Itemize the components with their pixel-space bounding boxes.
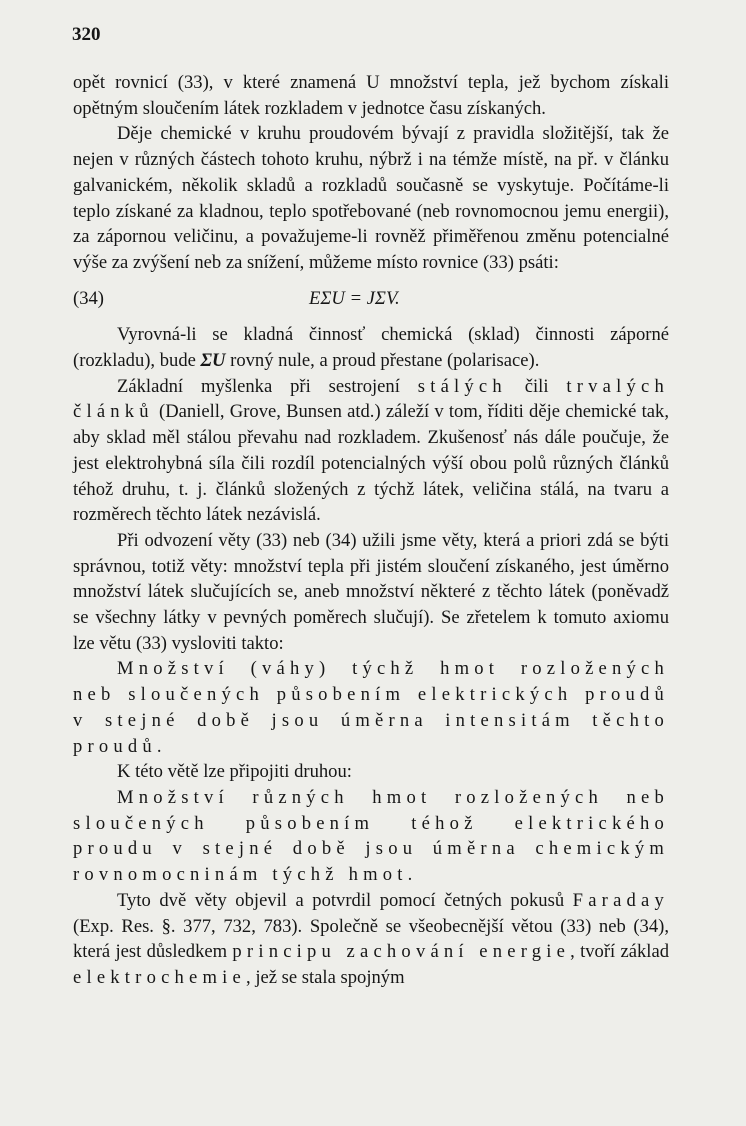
equation-number: (34)	[73, 287, 104, 309]
p9-text-g: , jež se stala spojným	[246, 966, 405, 988]
equation-expression: EΣU = JΣV.	[309, 287, 400, 309]
p9-principle: principu zachování energie	[232, 941, 571, 963]
p3-text-c: rovný nule, a proud přestane (polarisace).	[225, 350, 540, 372]
p4-spaced-trvalych: trvalých článků	[73, 375, 669, 423]
p3-symbol: ΣU	[200, 350, 226, 372]
p9-text-a: Tyto dvě věty objevil a potvrdil pomocí četných pokusů	[117, 889, 573, 911]
p4-text-c: čili	[506, 375, 567, 397]
p4-text-e: (Daniell, Grove, Bunsen atd.) záleží v tom, říditi děje chemické tak, aby sklad měl stálou převahu nad rozkladem. Zkušenosť nás dále poučuje, že jest elektrohybná síla čili rozdíl potencialných výší obou polů různých článků téhož druhu, t. j. článků složených z týchž látek, veličina stálá, na tvaru a rozměrech těchto látek nezávislá.	[73, 401, 669, 526]
p3-text-a: Vyrovná-li se kladná činnosť chemická (sklad) činnosti záporné (rozkladu), bude	[73, 324, 669, 372]
equation-34	[73, 286, 669, 312]
p4-text-a: Základní myšlenka při sestrojení	[117, 375, 418, 397]
paragraph-3	[73, 322, 669, 373]
paragraph-7: K této větě lze připojiti druhou:	[117, 761, 352, 783]
page-number: 320	[72, 24, 101, 45]
paragraph-4	[73, 374, 669, 528]
p9-elektrochemie: elektrochemie	[73, 966, 247, 988]
paragraph-8-law-2: Množství různých hmot rozložených neb sloučených působením téhož elektrického proudu v stejné době jsou úměrna chemickým rovnomocninám týchž hmot.	[73, 786, 669, 886]
paragraph-2: Děje chemické v kruhu proudovém bývají z pravidla složitější, tak že nejen v různých částech tohoto kruhu, nýbrž i na témže místě, na př. v článku galvanickém, několik skladů a rozkladů současně se vyskytuje. Počítáme-li teplo získané za kladnou, teplo spotřebované (neb rovnomocnou jemu energii), za zápornou veličinu, a považujeme-li rovněž přiměřenou změnu potencialné výše za zvýšení neb za snížení, můžeme místo rovnice (33) psáti:	[73, 123, 669, 273]
paragraph-6-law-1: Množství (váhy) týchž hmot rozložených neb sloučených působením elektrických proudů v stejné době jsou úměrna intensitám těchto proudů.	[73, 658, 669, 757]
p9-text-e: , tvoří základ	[570, 941, 669, 963]
paragraph-5: Při odvození věty (33) neb (34) užili jsme věty, která a priori zdá se býti správnou, totiž věty: množství tepla při jistém sloučení získaného, jest úměrno množství látek slučujících se, aneb množství některé z těchto látek (poněvadž se všechny látky v pevných poměrech slučují). Se zřetelem k tomuto axiomu lze větu (33) vysloviti takto:	[73, 529, 669, 654]
p9-text-c: (Exp. Res. §. 377, 732, 783). Společně se všeobecnější větou (33) neb (34), která jest důsledkem	[73, 915, 669, 963]
paragraph-1: opět rovnicí (33), v které znamená U množství tepla, jež bychom získali opětným sloučením látek rozkladem v jednotce času získaných.	[73, 72, 669, 119]
body-text	[73, 70, 669, 991]
paragraph-9	[73, 888, 669, 991]
p9-faraday: Faraday	[572, 889, 669, 911]
p4-spaced-stalych: stálých	[417, 375, 507, 397]
